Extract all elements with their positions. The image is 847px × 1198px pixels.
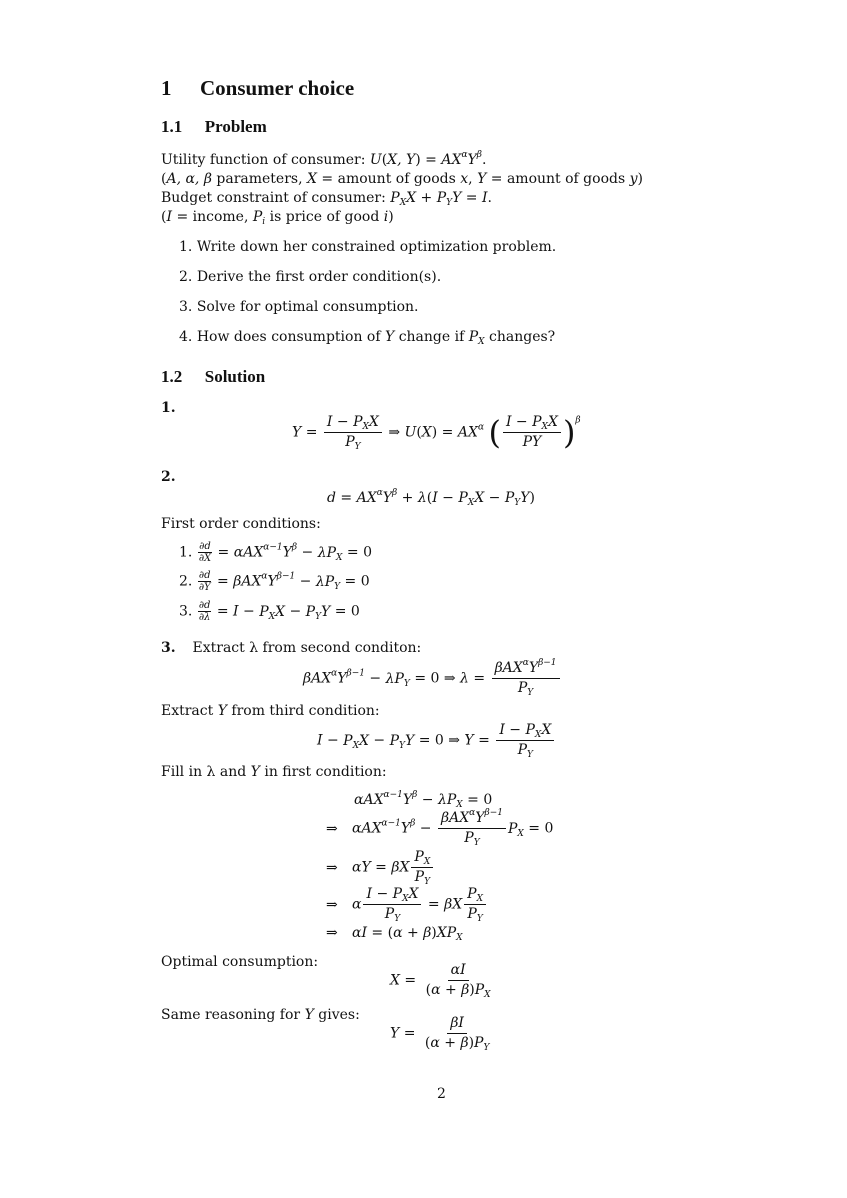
income-label: income,: [192, 209, 249, 225]
solution-label-2: 2.: [161, 469, 176, 485]
fill-in-text-b: in first condition:: [264, 764, 387, 780]
solution-number: 1.2: [161, 367, 183, 386]
utility-intro: Utility function of consumer:: [161, 152, 366, 168]
section-number: 1: [161, 76, 172, 100]
list-item: [179, 268, 441, 286]
list-text: change if: [398, 329, 465, 345]
list-number: 1.: [179, 239, 193, 255]
list-text: changes?: [489, 329, 556, 345]
section-title: Consumer choice: [200, 76, 355, 100]
price-label: is price of good: [269, 209, 380, 225]
equation-optimal-y: Y = $\frac{\beta I}{(\alpha + \beta)P_Y}$: [390, 1015, 490, 1053]
same-text-a: Same reasoning for: [161, 1007, 301, 1023]
list-item: [179, 238, 556, 256]
equation-lambda: $\beta AX^\alpha Y^{\beta-1} - \lambda P_Y = 0$ ⇒ λ = $\frac{\beta AX^\alpha Y^{\beta-1}}{P_Y}$: [303, 660, 562, 697]
solution-label-1: 1.: [161, 400, 176, 416]
equation-substitution: Y = $\frac{I - P_XX}{P_Y}$ ⇒ $U(X) = AX^\alpha$ ( $\frac{I - P_XX}{PY}$ )$^\beta$: [292, 413, 581, 452]
list-number: 3.: [179, 603, 193, 620]
step-3-line: [161, 639, 421, 657]
fill-in-text-a: Fill in λ and: [161, 764, 247, 780]
derivation-line-5: ⇒ $\alpha I = (\alpha + \beta)XP_X$: [326, 925, 463, 943]
derivation-line-1: $\alpha AX^{\alpha-1}Y^\beta - \lambda P_X = 0$: [354, 790, 493, 810]
params-prefix: parameters,: [216, 171, 303, 187]
same-text-b: gives:: [318, 1007, 360, 1023]
problem-heading: [161, 117, 267, 137]
utility-line: Utility function of consumer: U(X, $Y) = AX^\alpha Y^\beta$.: [161, 150, 487, 168]
derivation-line-4: ⇒ α $\frac{I - P_XX}{P_Y}$ = βX $\frac{P_X}{P_Y}$: [326, 886, 488, 923]
derivation-line-3: ⇒ αY = βX $\frac{P_X}{P_Y}$: [326, 849, 435, 886]
problem-title: Problem: [204, 117, 267, 136]
amount-goods-y: amount of goods: [506, 171, 626, 187]
equation-y: $I - P_XX - P_YY = 0$ ⇒ Y = $\frac{I - P_XX}{P_Y}$: [317, 722, 556, 759]
list-text: Derive the first order condition(s).: [196, 269, 442, 285]
list-text: Solve for optimal consumption.: [196, 299, 419, 315]
equation-lagrangian: $d = AX^\alpha Y^\beta + \lambda(I - P_XX - P_YY)$: [327, 488, 535, 508]
solution-heading: [161, 367, 265, 387]
amount-goods-x: amount of goods: [337, 171, 456, 187]
solution-label-3: 3.: [161, 640, 176, 656]
list-number: 3.: [179, 299, 193, 315]
extract-y-text-b: from third condition:: [231, 703, 380, 719]
derivation-line-2: ⇒ $\alpha AX^{\alpha-1}Y^\beta$ − $\frac{\beta AX^\alpha Y^{\beta-1}}{P_Y}$ $P_X = 0$: [326, 808, 554, 848]
list-text: Write down her constrained optimization problem.: [196, 239, 557, 255]
solution-title: Solution: [204, 367, 266, 386]
params-line: (A, α, β parameters, X = amount of goods x, Y = amount of goods y): [161, 171, 643, 187]
section-heading: [161, 76, 354, 101]
extract-y-text-a: Extract: [161, 703, 214, 719]
equation-optimal-x: X = $\frac{\alpha I}{(\alpha + \beta)P_X}$: [390, 962, 491, 1000]
extract-lambda-text: Extract λ from second conditon:: [192, 640, 422, 656]
fill-in-line: Fill in λ and Y in first condition:: [161, 764, 387, 780]
list-number: 2.: [179, 269, 193, 285]
foc-intro: First order conditions:: [161, 516, 321, 532]
page-number: 2: [437, 1086, 446, 1102]
budget-intro: Budget constraint of consumer:: [161, 190, 386, 206]
list-item: 4. How does consumption of Y change if $P_X$ changes?: [179, 329, 556, 347]
foc-item-1: 1. $\frac{\partial d}{\partial X}$ = $\alpha AX^{\alpha-1}Y^\beta - \lambda P_X = 0$: [179, 541, 372, 564]
list-number: 2.: [179, 573, 193, 590]
extract-y-line: Extract Y from third condition:: [161, 703, 380, 719]
list-number: 4.: [179, 329, 193, 345]
list-number: 1.: [179, 544, 193, 561]
list-text: How does consumption of: [196, 329, 381, 345]
foc-item-3: 3. $\frac{\partial d}{\partial\lambda}$ = $I - P_XX - P_YY = 0$: [179, 600, 360, 623]
same-reasoning-line: Same reasoning for Y gives:: [161, 1007, 360, 1023]
budget-line: Budget constraint of consumer: $P_XX + P_YY = I$.: [161, 190, 492, 208]
income-line: (I = income, $P_i$ is price of good i): [161, 209, 394, 227]
list-item: [179, 298, 418, 316]
optimal-intro: Optimal consumption:: [161, 954, 319, 970]
foc-item-2: 2. $\frac{\partial d}{\partial Y}$ = $\beta AX^\alpha Y^{\beta-1} - \lambda P_Y = 0$: [179, 570, 370, 593]
problem-number: 1.1: [161, 117, 183, 136]
